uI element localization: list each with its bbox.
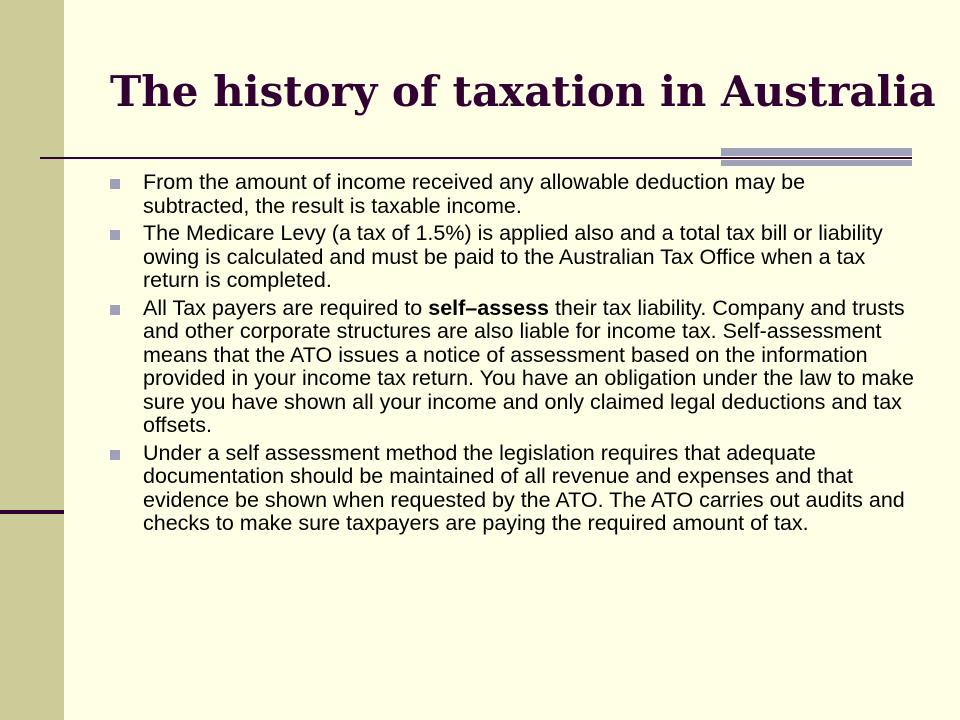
square-bullet-icon <box>110 179 120 189</box>
bullet-item-self-assessment <box>108 297 916 438</box>
left-accent-mark <box>0 510 64 514</box>
left-decorative-band <box>0 0 64 720</box>
square-bullet-icon <box>110 450 120 460</box>
bullet-list <box>108 171 916 540</box>
bullet-text-before: All Tax payers are required to <box>143 295 429 320</box>
title-accent-bar-bottom <box>721 160 912 166</box>
bullet-text: From the amount of income received any allowable deduction may be subtracted, the result is taxable income. <box>143 170 806 218</box>
title-divider <box>40 157 912 159</box>
bullet-text: Under a self assessment method the legislation requires that adequate documentation should be maintained of all revenue and expenses and that evidence be shown when requested by the ATO. The ATO carries out audits and checks to make sure taxpayers are paying the required amount of tax. <box>143 440 905 535</box>
bullet-text-after: their tax liability. Company and trusts and other corporate structures are also liable for income tax. Self-assessment means that the ATO issues a notice of assessment based on the information provided in your income tax return. You have an obligation under the law to make sure you have shown all your income and only claimed legal deductions and tax offsets. <box>143 295 914 437</box>
square-bullet-icon <box>110 230 120 240</box>
square-bullet-icon <box>110 305 120 315</box>
bullet-item-taxable-income <box>108 171 916 218</box>
title-accent-bar-top <box>721 148 912 156</box>
bullet-text: The Medicare Levy (a tax of 1.5%) is applied also and a total tax bill or liability owing is calculated and must be paid to the Australian Tax Office when a tax return is completed. <box>143 221 883 292</box>
slide-title: The history of taxation in Australia <box>110 67 936 116</box>
bullet-item-documentation <box>108 442 916 536</box>
bullet-text-emphasis: self–assess <box>428 295 549 320</box>
bullet-item-medicare-levy <box>108 222 916 293</box>
